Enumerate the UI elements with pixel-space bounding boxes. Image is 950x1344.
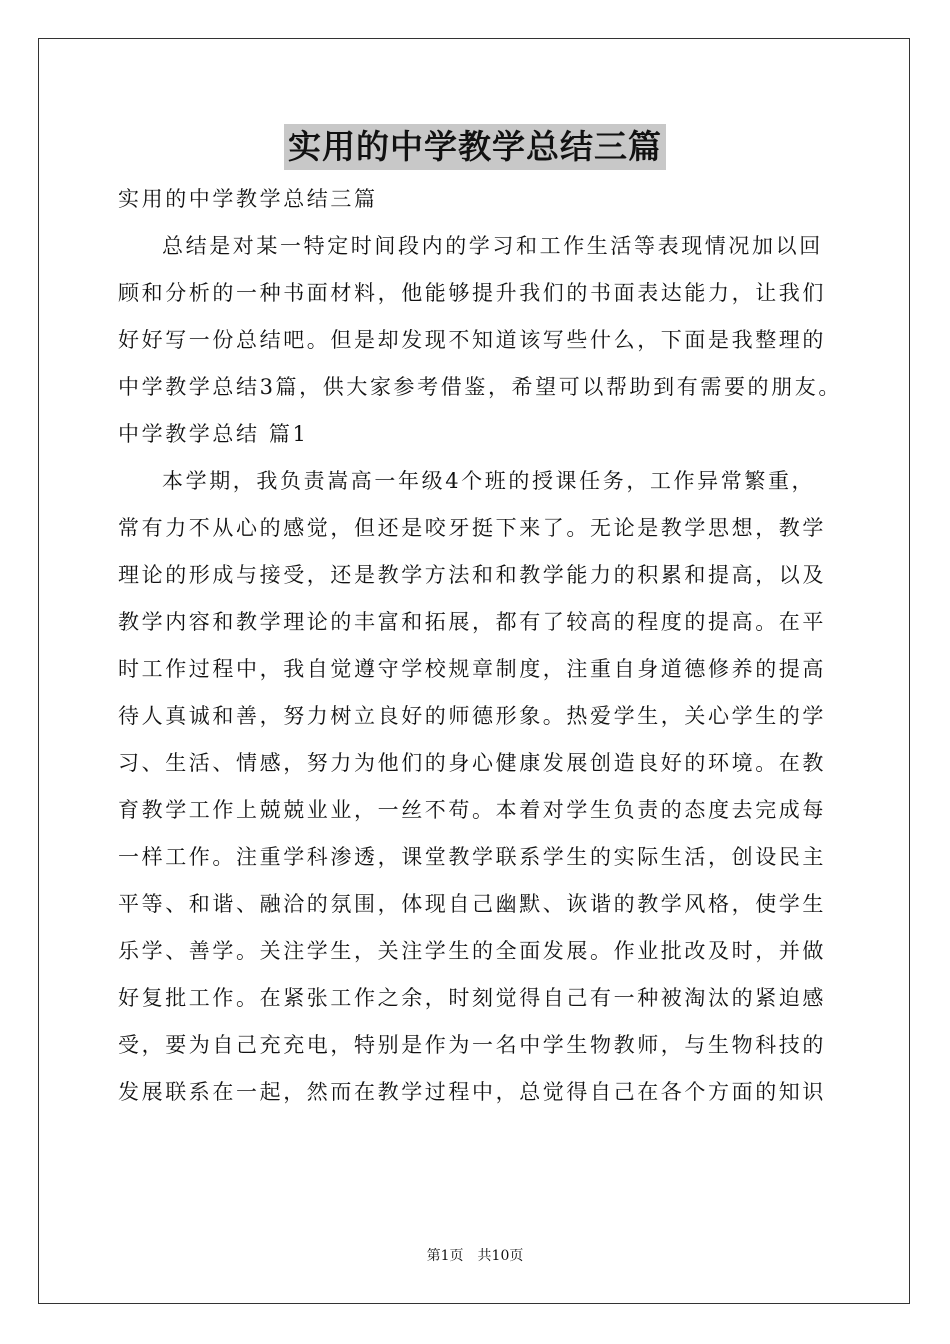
text-line: 时工作过程中，我自觉遵守学校规章制度，注重自身道德修养的提高 [118,657,826,681]
text-line: 本学期，我负责嵩高一年级4个班的授课任务，工作异常繁重， [162,469,816,493]
text-line: 总结是对某一特定时间段内的学习和工作生活等表现情况加以回 [162,234,823,258]
document-body [118,176,842,1116]
text-line: 中学教学总结3篇，供大家参考借鉴，希望可以帮助到有需要的朋友。 [118,375,842,399]
text-line: 教学内容和教学理论的丰富和拓展，都有了较高的程度的提高。在平 [118,610,826,634]
subtitle-line: 实用的中学教学总结三篇 [118,187,378,211]
text-line: 习、生活、情感，努力为他们的身心健康发展创造良好的环境。在教 [118,751,826,775]
text-line: 受，要为自己充充电，特别是作为一名中学生物教师，与生物科技的 [118,1033,826,1057]
text-line: 育教学工作上兢兢业业，一丝不苟。本着对学生负责的态度去完成每 [118,798,826,822]
page-footer [0,1246,950,1266]
text-line: 理论的形成与接受，还是教学方法和和教学能力的积累和提高，以及 [118,563,826,587]
text-line: 好复批工作。在紧张工作之余，时刻觉得自己有一种被淘汰的紧迫感 [118,986,826,1010]
text-line: 顾和分析的一种书面材料，他能够提升我们的书面表达能力，让我们 [118,281,826,305]
text-line: 发展联系在一起，然而在教学过程中，总觉得自己在各个方面的知识 [118,1080,826,1104]
title-container [0,124,950,170]
text-line: 好好写一份总结吧。但是却发现不知道该写些什么，下面是我整理的 [118,328,826,352]
text-line: 乐学、善学。关注学生，关注学生的全面发展。作业批改及时，并做 [118,939,826,963]
text-line: 中学教学总结 篇1 [118,422,309,446]
text-line: 平等、和谐、融洽的氛围，体现自己幽默、诙谐的教学风格，使学生 [118,892,826,916]
document-title: 实用的中学教学总结三篇 [284,124,666,170]
text-line: 待人真诚和善，努力树立良好的师德形象。热爱学生，关心学生的学 [118,704,826,728]
text-line: 常有力不从心的感觉，但还是咬牙挺下来了。无论是教学思想，教学 [118,516,826,540]
page-total: 共10页 [477,1248,524,1264]
page-number: 第1页 [426,1248,464,1264]
text-line: 一样工作。注重学科渗透，课堂教学联系学生的实际生活，创设民主 [118,845,826,869]
